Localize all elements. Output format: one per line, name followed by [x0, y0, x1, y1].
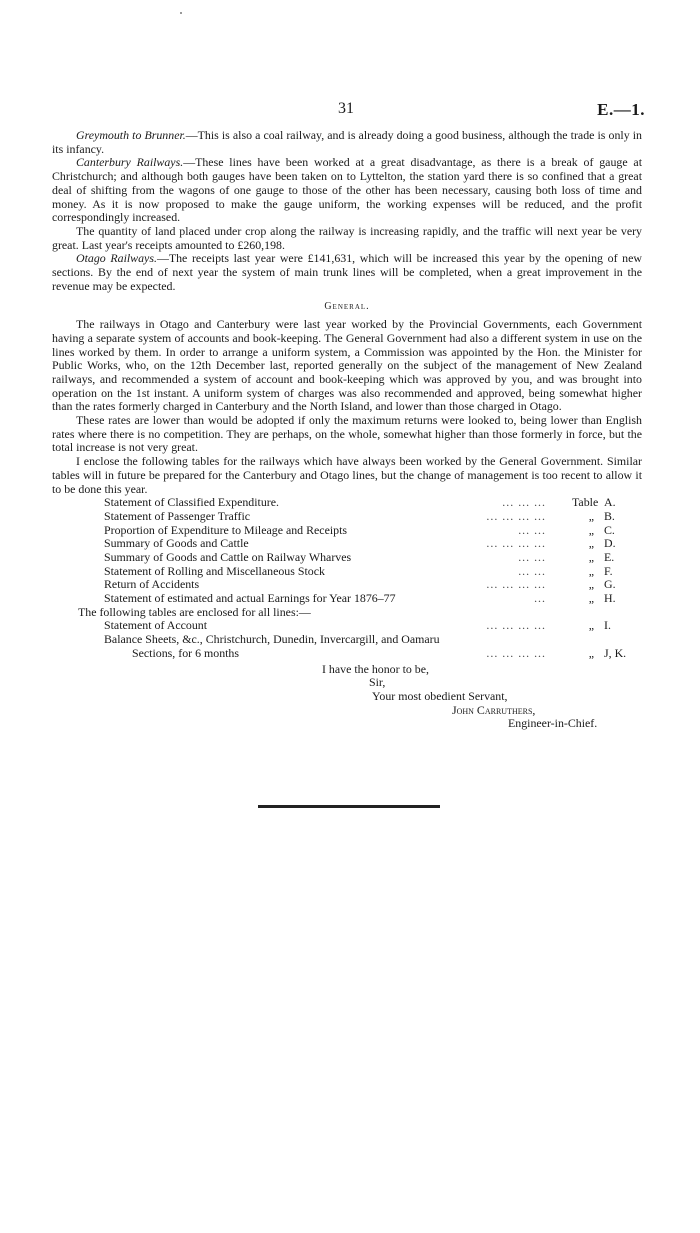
leader-dots: ... ... [518, 564, 546, 578]
paragraph-general-3: I enclose the following tables for the railways which have always been worked by the General Government. Similar tables will in future be prepared for the Canterbury and Otago lines, but the change of management is too recent to allow it to be done this year. [52, 454, 642, 496]
document-reference: E.—1. [597, 100, 645, 119]
signatory-name: John Carruthers, [452, 702, 536, 717]
paragraph-greymouth [52, 129, 642, 156]
paragraph-all-lines-intro: The following tables are enclosed for all lines:— [78, 604, 311, 619]
list-item [52, 524, 642, 538]
leader-dots: ... ... ... ... [486, 537, 546, 551]
document-body [52, 129, 642, 731]
table-prefix: „ [588, 591, 594, 606]
table-label: Sections, for 6 months [132, 645, 240, 660]
table-label: Statement of Rolling and Miscellaneous Stock [104, 563, 325, 578]
list-item [52, 537, 642, 551]
leader-dots: ... ... ... [502, 496, 546, 510]
table-ref: C. [604, 522, 615, 537]
table-label: Statement of Account [104, 618, 208, 633]
table-label: Return of Accidents [104, 577, 200, 592]
list-item [52, 578, 642, 592]
closing-servant: Your most obedient Servant, [372, 688, 508, 703]
paragraph-text: —The receipts last year were £141,631, which will be increased this year by the opening of new sections. By the end of next year the system of main trunk lines will be completed, when a great improvement in the revenue may be expected. [52, 251, 642, 293]
leader-dots: ... ... ... ... [486, 509, 546, 523]
table-ref: G. [604, 577, 616, 592]
table-ref: B. [604, 508, 615, 523]
paragraph-text: —These lines have been worked at a great disadvantage, as there is a break of gauge at Christchurch; and although both gauges have been taken on to Lyttelton, the station yard there is so confined that a great deal of shifting from the wagons of one gauge to those of the other has been necessary, causing both loss of time and money. As it is now proposed to make the gauge uniform, the working expenses will be reduced, and the profit correspondingly increased. [52, 155, 643, 225]
closing-rule [258, 805, 440, 808]
page-number: 31 [338, 100, 354, 117]
table-label: Statement of estimated and actual Earnings for Year 1876–77 [104, 591, 396, 606]
table-label: Summary of Goods and Cattle on Railway Wharves [104, 550, 352, 565]
signatory-title: Engineer-in-Chief. [508, 716, 598, 731]
table-ref: D. [604, 536, 616, 551]
table-prefix: „ [588, 550, 594, 565]
paragraph-title: Otago Railways. [76, 251, 157, 266]
table-prefix: „ [588, 577, 594, 592]
table-label: Statement of Classified Expenditure. [104, 495, 280, 510]
table-label: Balance Sheets, &c., Christchurch, Dunedin, Invercargill, and Oamaru [104, 632, 440, 647]
section-heading-general: General. [324, 301, 370, 313]
paragraph-general-2: These rates are lower than would be adopted if only the maximum returns were looked to, being lower than English rates where there is no competition. They are perhaps, on the whole, somewhat higher than those formerly in force, but the total increase is not very great. [52, 413, 642, 455]
list-item [52, 647, 642, 661]
table-prefix: Table [572, 495, 599, 510]
leader-dots: ... ... ... ... [486, 646, 546, 660]
leader-dots: ... [534, 592, 546, 606]
tables-list-all-lines [52, 619, 642, 660]
table-prefix: „ [588, 522, 594, 537]
table-prefix: „ [588, 508, 594, 523]
page-header [0, 100, 700, 122]
paragraph-title: Greymouth to Brunner. [76, 128, 186, 142]
table-ref: I. [604, 618, 611, 633]
paragraph-canterbury [52, 156, 642, 225]
leader-dots: ... ... [518, 551, 546, 565]
table-prefix: „ [588, 645, 594, 660]
table-ref: E. [604, 550, 615, 565]
leader-dots: ... ... [518, 523, 546, 537]
list-item [52, 633, 642, 647]
tables-list-general [52, 496, 642, 606]
paragraph-text: —This is also a coal railway, and is already doing a good business, although the trade is only in its infancy. [52, 128, 642, 156]
table-label: Summary of Goods and Cattle [104, 536, 249, 551]
table-ref: H. [604, 591, 616, 606]
table-label: Statement of Passenger Traffic [104, 508, 251, 523]
table-prefix: „ [588, 563, 594, 578]
list-item [52, 565, 642, 579]
table-ref: F. [604, 563, 613, 578]
table-ref: J, K. [604, 645, 627, 660]
paragraph-general-1: The railways in Otago and Canterbury were last year worked by the Provincial Governments, each Government having a separate system of accounts and book-keeping. The General Government had also a different system in use on the lines worked by them. In order to arrange a uniform system, a Commission was appointed by the Hon. the Minister for Public Works, who, on the 12th December last, reported generally on the subject of the management of New Zealand railways, and recommended a system of account and book-keeping which was approved by you, and was brought into operation on the 1st instant. A uniform system of charges was also recommended and approved, being somewhat higher than the rates formerly charged in Canterbury and the North Island, and lower than those charged in Otago. [52, 317, 642, 414]
salutation: Sir, [369, 675, 386, 690]
signature-block [52, 663, 642, 731]
list-item [52, 551, 642, 565]
paragraph-land: The quantity of land placed under crop along the railway is increasing rapidly, and the traffic will next year be very great. Last year's receipts amounted to £260,198. [52, 223, 642, 252]
table-label: Proportion of Expenditure to Mileage and Receipts [104, 522, 348, 537]
paragraph-otago [52, 252, 642, 293]
list-item [52, 496, 642, 510]
list-item [52, 592, 642, 606]
scan-speck [180, 12, 182, 14]
closing-line: I have the honor to be, [322, 661, 429, 676]
paragraph-title: Canterbury Railways. [76, 155, 184, 170]
table-prefix: „ [588, 536, 594, 551]
list-item [52, 619, 642, 633]
leader-dots: ... ... ... ... [486, 578, 546, 592]
table-prefix: „ [588, 618, 594, 633]
leader-dots: ... ... ... ... [486, 619, 546, 633]
table-ref: A. [604, 495, 616, 510]
list-item [52, 510, 642, 524]
